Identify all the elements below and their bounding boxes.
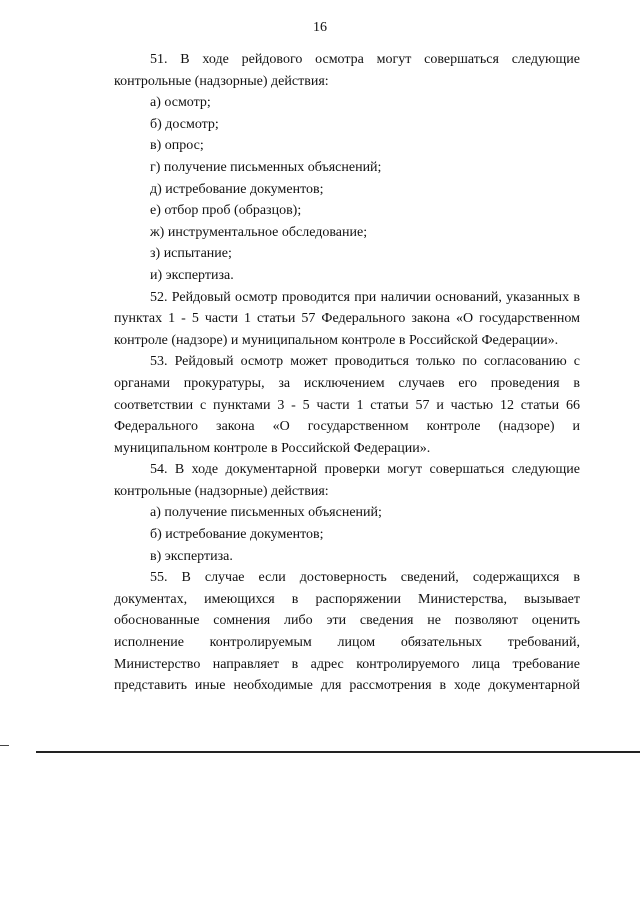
- page-bottom-rule: [36, 751, 640, 753]
- paragraph-54: 54. В ходе документарной проверки могут совершаться следующие контрольные (надзорные) действия:: [114, 462, 580, 499]
- list-item: а) получение письменных объяснений;: [150, 505, 382, 521]
- list-item: и) экспертиза.: [150, 267, 234, 283]
- document-body: [114, 49, 580, 697]
- list-item: в) опрос;: [150, 138, 204, 154]
- list-item: з) испытание;: [150, 246, 232, 262]
- list-item: а) осмотр;: [150, 95, 211, 111]
- page-number: 16: [313, 20, 327, 35]
- paragraph-52: 52. Рейдовый осмотр проводится при наличии оснований, указанных в пунктах 1 - 5 части 1 статьи 57 Федерального закона «О государственном контроле (надзоре) и муниципальном контроле в Российской Федерации».: [114, 289, 580, 348]
- list-item: е) отбор проб (образцов);: [150, 203, 302, 219]
- paragraph-53: 53. Рейдовый осмотр может проводиться только по согласованию с органами прокуратуры, за исключением случаев его проведения в соответствии с пунктами 3 - 5 части 1 статьи 57 и частью 12 статьи 66 Федерального закона «О государственном контроле (надзоре) и муниципальном контроле в Российской Федерации».: [114, 354, 580, 456]
- list-item: б) досмотр;: [150, 116, 219, 132]
- paragraph-55: 55. В случае если достоверность сведений, содержащихся в документах, имеющихся в распоряжении Министерства, вызывает обоснованные сомнения либо эти сведения не позволяют оценить исполнение контролируемым лицом обязательных требований, Министерство направляет в адрес контролируемого лица требование представить иные необходимые для рассмотрения в ходе документарной: [114, 570, 580, 694]
- list-item: в) экспертиза.: [150, 548, 233, 564]
- list-item: ж) инструментальное обследование;: [150, 224, 368, 240]
- list-item: г) получение письменных объяснений;: [150, 159, 382, 175]
- scan-mark: [0, 745, 9, 746]
- list-item: б) истребование документов;: [150, 527, 324, 543]
- list-item: д) истребование документов;: [150, 181, 324, 197]
- paragraph-51: 51. В ходе рейдового осмотра могут совершаться следующие контрольные (надзорные) действия:: [114, 52, 580, 89]
